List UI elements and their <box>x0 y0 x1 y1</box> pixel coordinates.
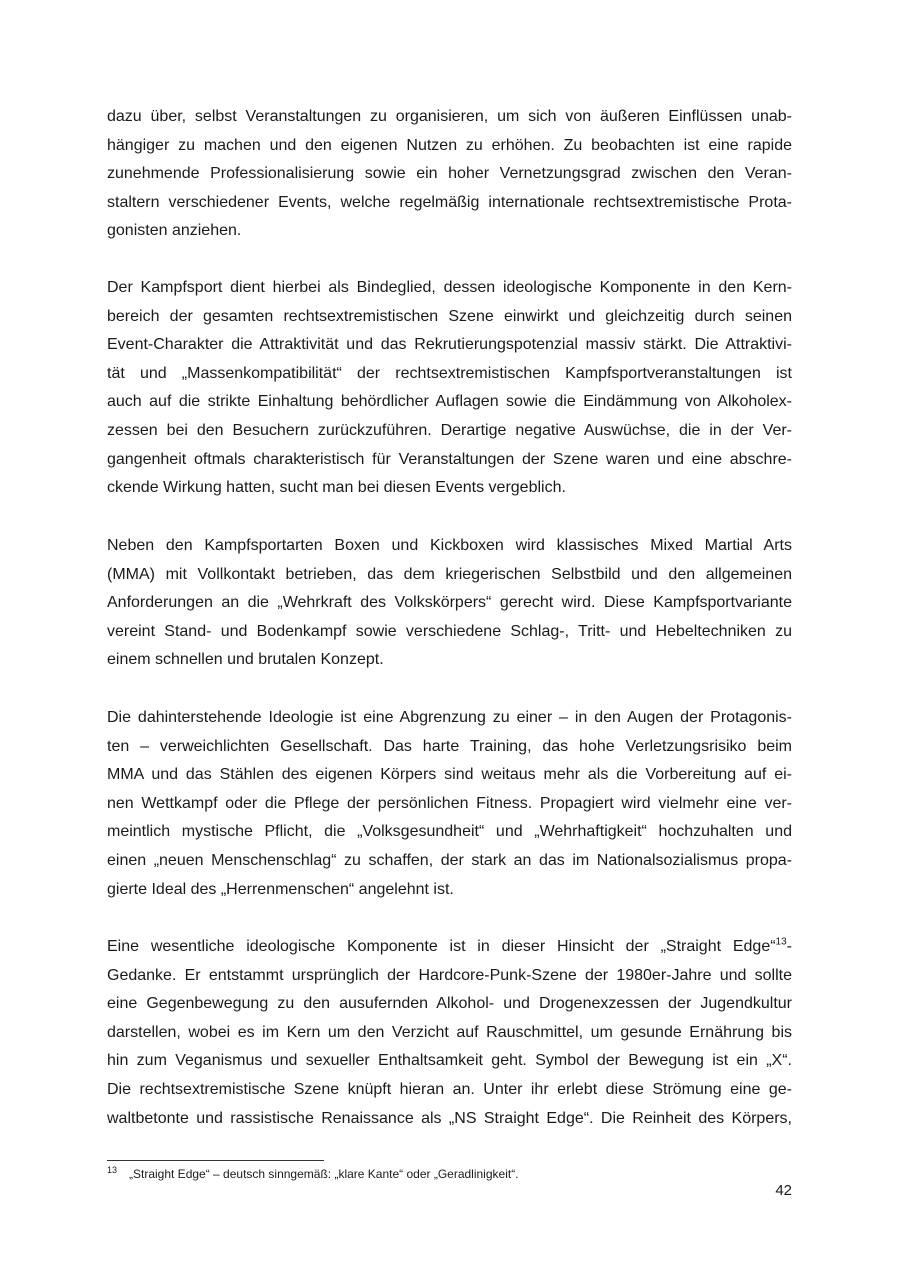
paragraph-line-text: - <box>786 938 792 955</box>
paragraph-line: Neben den Kampfsportarten Boxen und Kickboxen wird klassisches Mixed Martial Arts <box>107 537 792 554</box>
paragraph-line: einem schnellen und brutalen Konzept. <box>107 651 384 669</box>
paragraph-line: waltbetonte und rassistische Renaissance als „NS Straight Edge“. Die Reinheit des Körpers, <box>107 1109 792 1127</box>
paragraph-line: MMA und das Stählen des eigenen Körpers sind weitaus mehr als die Vorbereitung auf ei- <box>107 766 792 784</box>
paragraph-line: nen Wettkampf oder die Pflege der persönlichen Fitness. Propagiert wird vielmehr eine ver- <box>107 794 792 812</box>
paragraph-line: tät und „Massenkompatibilität“ der rechtsextremistischen Kampfsportveranstaltungen ist <box>107 364 792 382</box>
footnote: 13 „Straight Edge“ – deutsch sinngemäß: „klare Kante“ oder „Geradlinigkeit“. <box>107 1165 519 1181</box>
paragraph-line: Anforderungen an die „Wehrkraft des Volkskörpers“ gerecht wird. Diese Kampfsportvariante <box>107 594 792 612</box>
footnote-divider <box>107 1160 324 1161</box>
paragraph-line: Die rechtsextremistische Szene knüpft hieran an. Unter ihr erlebt diese Strömung eine ge- <box>107 1080 792 1098</box>
paragraph-1 <box>107 103 792 246</box>
paragraph-line: eine Gegenbewegung zu den ausufernden Alkohol- und Drogenexzessen der Jugendkultur <box>107 995 792 1013</box>
paragraph-3 <box>107 532 792 675</box>
paragraph-line: gierte Ideal des „Herrenmenschen“ angelehnt ist. <box>107 880 454 898</box>
footnote-text: „Straight Edge“ – deutsch sinngemäß: „klare Kante“ oder „Geradlinigkeit“. <box>129 1167 519 1181</box>
page-number: 42 <box>775 1182 792 1199</box>
paragraph-line: Event-Charakter die Attraktivität und das Rekrutierungspotenzial massiv stärkt. Die Attraktivi- <box>107 336 792 354</box>
paragraph-line: auch auf die strikte Einhaltung behördlicher Auflagen sowie die Eindämmung von Alkoholex- <box>107 393 792 411</box>
paragraph-line: ckende Wirkung hatten, sucht man bei diesen Events vergeblich. <box>107 479 566 497</box>
paragraph-line: Der Kampfsport dient hierbei als Bindeglied, dessen ideologische Komponente in den Kern- <box>107 279 792 296</box>
paragraph-line: dazu über, selbst Veranstaltungen zu organisieren, um sich von äußeren Einflüssen unab- <box>107 108 792 125</box>
paragraph-line: zunehmende Professionalisierung sowie ein hoher Vernetzungsgrad zwischen den Veran- <box>107 165 792 183</box>
paragraph-line: Die dahinterstehende Ideologie ist eine Abgrenzung zu einer – in den Augen der Protagonis- <box>107 709 792 726</box>
paragraph-4 <box>107 704 792 904</box>
paragraph-line <box>107 933 792 962</box>
paragraph-line: bereich der gesamten rechtsextremistischen Szene einwirkt und gleichzeitig durch seinen <box>107 307 792 325</box>
paragraph-5 <box>107 933 792 1133</box>
paragraph-line: meintlich mystische Pflicht, die „Volksgesundheit“ und „Wehrhaftigkeit“ hochzuhalten und <box>107 823 792 841</box>
paragraph-line: vereint Stand- und Bodenkampf sowie verschiedene Schlag-, Tritt- und Hebeltechniken zu <box>107 622 792 640</box>
footnote-reference[interactable]: 13 <box>775 936 787 948</box>
paragraph-line: einen „neuen Menschenschlag“ zu schaffen, der stark an das im Nationalsozialismus propa- <box>107 851 792 869</box>
paragraph-2 <box>107 274 792 503</box>
paragraph-line: (MMA) mit Vollkontakt betrieben, das dem kriegerischen Selbstbild und den allgemeinen <box>107 565 792 583</box>
paragraph-line: darstellen, wobei es im Kern um den Verzicht auf Rauschmittel, um gesunde Ernährung bis <box>107 1023 792 1041</box>
paragraph-line: Gedanke. Er entstammt ursprünglich der Hardcore-Punk-Szene der 1980er-Jahre und sollte <box>107 966 792 984</box>
paragraph-line: hin zum Veganismus und sexueller Enthaltsamkeit geht. Symbol der Bewegung ist ein „X“. <box>107 1052 792 1070</box>
paragraph-line: ten – verweichlichten Gesellschaft. Das harte Training, das hohe Verletzungsrisiko beim <box>107 737 792 755</box>
paragraph-line-text: Eine wesentliche ideologische Komponente ist in dieser Hinsicht der „Straight Edge“ <box>107 938 776 955</box>
paragraph-line: gonisten anziehen. <box>107 222 242 240</box>
paragraph-line: staltern verschiedener Events, welche regelmäßig internationale rechtsextremistische Prota- <box>107 193 792 211</box>
paragraph-line: gangenheit oftmals charakteristisch für Veranstaltungen der Szene waren und eine abschre- <box>107 450 792 468</box>
paragraph-line: zessen bei den Besuchern zurückzuführen. Derartige negative Auswüchse, die in der Ver- <box>107 421 792 439</box>
paragraph-line: hängiger zu machen und den eigenen Nutzen zu erhöhen. Zu beobachten ist eine rapide <box>107 136 792 154</box>
